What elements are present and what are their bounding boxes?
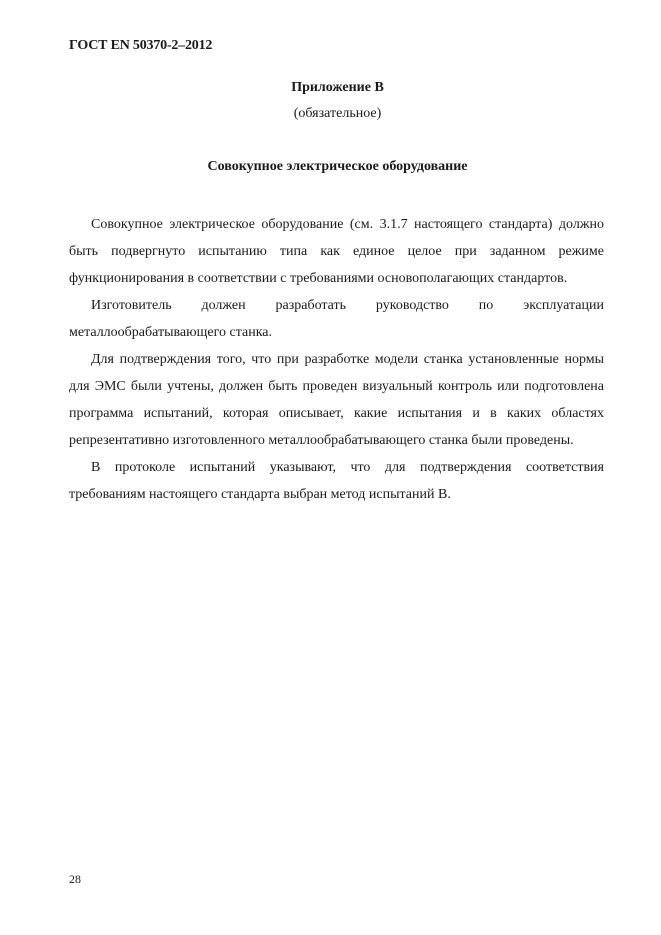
- page-number: 28: [69, 872, 81, 886]
- appendix-status: (обязательное): [293, 106, 382, 121]
- paragraph: Совокупное электрическое оборудование (см. 3.1.7 настоящего стандарта) должно быть подвергнуто испытанию типа как единое целое при заданном режиме функционирования в соответствии с требованиями основополагающих стандартов.: [69, 217, 604, 286]
- document-code: ГОСТ EN 50370-2–2012: [69, 38, 213, 53]
- paragraph: Для подтверждения того, что при разработке модели станка установленные нормы для ЭМС были учтены, должен быть проведен визуальный контроль или подготовлена программа испытаний, которая описывает, какие испытания и в каких областях репрезентативно изготовленного металлообрабатывающего станка были проведены.: [69, 352, 604, 448]
- section-title: Совокупное электрическое оборудование: [207, 159, 468, 174]
- appendix-title: Приложение В: [291, 80, 384, 95]
- paragraph: В протоколе испытаний указывают, что для подтверждения соответствия требованиям настоящего стандарта выбран метод испытаний В.: [69, 460, 604, 502]
- paragraph: Изготовитель должен разработать руководство по эксплуатации металлообрабатывающего станка.: [69, 298, 604, 340]
- body-text: [69, 211, 604, 508]
